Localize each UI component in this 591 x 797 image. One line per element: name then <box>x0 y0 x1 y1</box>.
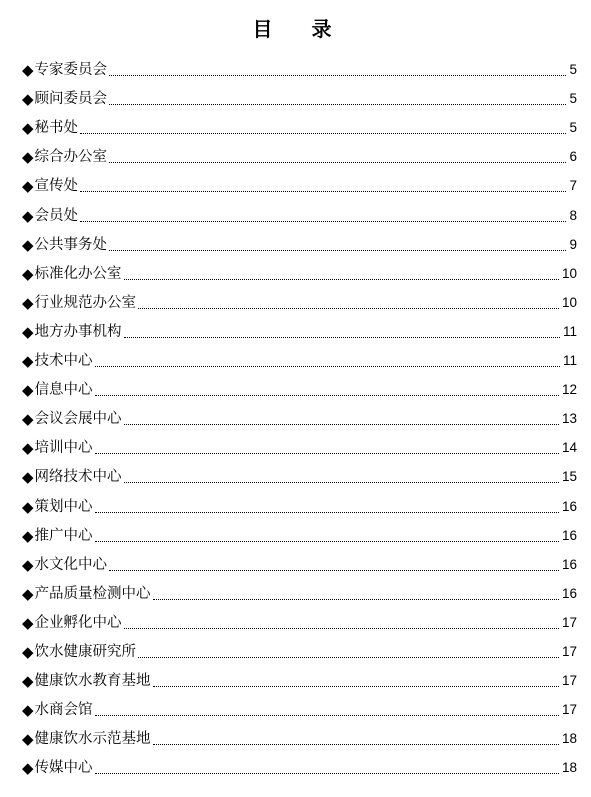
diamond-bullet-icon: ◆ <box>22 322 34 341</box>
diamond-bullet-icon: ◆ <box>22 206 34 225</box>
dot-leader <box>109 162 566 163</box>
diamond-bullet-icon: ◆ <box>22 177 34 196</box>
toc-entry[interactable] <box>22 167 577 196</box>
toc-title: 目 录 <box>252 17 348 41</box>
toc-entry-label[interactable]: 行业规范办公室 <box>34 294 137 311</box>
toc-page-number[interactable]: 11 <box>562 353 577 369</box>
dot-leader <box>80 133 566 134</box>
diamond-bullet-icon: ◆ <box>22 439 34 458</box>
toc-entry[interactable] <box>22 313 577 342</box>
toc-page-number[interactable]: 7 <box>569 178 577 194</box>
dot-leader <box>138 657 559 658</box>
diamond-bullet-icon: ◆ <box>22 410 34 429</box>
toc-entry-label[interactable]: 策划中心 <box>34 498 93 515</box>
toc-page-number[interactable]: 17 <box>561 702 577 718</box>
toc-page-number[interactable]: 9 <box>569 236 577 252</box>
diamond-bullet-icon: ◆ <box>22 352 34 371</box>
toc-page-number[interactable]: 14 <box>561 440 577 456</box>
diamond-bullet-icon: ◆ <box>22 672 34 691</box>
toc-entry-label[interactable]: 宣传处 <box>34 178 79 195</box>
dot-leader <box>124 482 559 483</box>
toc-page-number[interactable]: 5 <box>569 120 577 136</box>
toc-page-number[interactable]: 12 <box>561 382 577 398</box>
diamond-bullet-icon: ◆ <box>22 642 34 661</box>
toc-entry[interactable] <box>22 80 577 109</box>
toc-page-number[interactable]: 15 <box>561 469 577 485</box>
toc-page-number[interactable]: 17 <box>561 643 577 659</box>
toc-entry[interactable] <box>22 691 577 720</box>
toc-page-number[interactable]: 13 <box>561 411 577 427</box>
dot-leader <box>95 395 559 396</box>
diamond-bullet-icon: ◆ <box>22 526 34 545</box>
toc-entry-label[interactable]: 会议会展中心 <box>34 411 122 428</box>
toc-entry-label[interactable]: 秘书处 <box>34 120 79 137</box>
diamond-bullet-icon: ◆ <box>22 701 34 720</box>
toc-entry-label[interactable]: 顾问委员会 <box>34 91 108 108</box>
dot-leader <box>138 308 559 309</box>
toc-entry[interactable] <box>22 284 577 313</box>
toc-entry-label[interactable]: 饮水健康研究所 <box>34 643 137 660</box>
toc-entry[interactable] <box>22 342 577 371</box>
diamond-bullet-icon: ◆ <box>22 584 34 603</box>
dot-leader <box>109 570 559 571</box>
diamond-bullet-icon: ◆ <box>22 148 34 167</box>
toc-entry-label[interactable]: 地方办事机构 <box>34 323 122 340</box>
toc-page-number[interactable]: 18 <box>561 731 577 747</box>
toc-page-number[interactable]: 16 <box>561 498 577 514</box>
toc-page-number[interactable]: 5 <box>569 62 577 78</box>
toc-entry-label[interactable]: 水商会馆 <box>34 702 93 719</box>
dot-leader <box>124 337 560 338</box>
toc-entry[interactable] <box>22 487 577 516</box>
toc-entry-label[interactable]: 健康饮水示范基地 <box>34 731 151 748</box>
dot-leader <box>109 250 566 251</box>
toc-page-number[interactable]: 17 <box>561 673 577 689</box>
diamond-bullet-icon: ◆ <box>22 759 34 778</box>
toc-entry-label[interactable]: 综合办公室 <box>34 149 108 166</box>
toc-entry-label[interactable]: 产品质量检测中心 <box>34 585 151 602</box>
toc-entry[interactable] <box>22 749 577 778</box>
diamond-bullet-icon: ◆ <box>22 61 34 80</box>
diamond-bullet-icon: ◆ <box>22 381 34 400</box>
toc-entry-label[interactable]: 专家委员会 <box>34 62 108 79</box>
diamond-bullet-icon: ◆ <box>22 119 34 138</box>
dot-leader <box>124 628 559 629</box>
toc-page-number[interactable]: 16 <box>561 556 577 572</box>
dot-leader <box>109 75 566 76</box>
dot-leader <box>124 424 559 425</box>
dot-leader <box>109 104 566 105</box>
toc-entry[interactable] <box>22 633 577 662</box>
toc-page-number[interactable]: 8 <box>569 207 577 223</box>
toc-entry-label[interactable]: 网络技术中心 <box>34 469 122 486</box>
diamond-bullet-icon: ◆ <box>22 293 34 312</box>
toc-page-number[interactable]: 5 <box>569 91 577 107</box>
toc-entry[interactable] <box>22 371 577 400</box>
toc-page-number[interactable]: 10 <box>561 265 577 281</box>
diamond-bullet-icon: ◆ <box>22 468 34 487</box>
toc-entry-label[interactable]: 企业孵化中心 <box>34 614 122 631</box>
dot-leader <box>153 599 559 600</box>
diamond-bullet-icon: ◆ <box>22 613 34 632</box>
toc-entry-label[interactable]: 会员处 <box>34 207 79 224</box>
toc-entry-label[interactable]: 信息中心 <box>34 382 93 399</box>
dot-leader <box>80 191 566 192</box>
toc-page-number[interactable]: 17 <box>561 614 577 630</box>
dot-leader <box>95 715 559 716</box>
toc-page-number[interactable]: 6 <box>569 149 577 165</box>
toc-page-number[interactable]: 16 <box>561 527 577 543</box>
toc-page-number[interactable]: 16 <box>561 585 577 601</box>
dot-leader <box>95 366 560 367</box>
toc-entry-label[interactable]: 技术中心 <box>34 353 93 370</box>
toc-entry[interactable] <box>22 138 577 167</box>
diamond-bullet-icon: ◆ <box>22 90 34 109</box>
dot-leader <box>95 541 559 542</box>
toc-entry[interactable] <box>22 255 577 284</box>
toc-entry[interactable] <box>22 517 577 546</box>
dot-leader <box>95 453 559 454</box>
toc-entry-label[interactable]: 传媒中心 <box>34 760 93 777</box>
diamond-bullet-icon: ◆ <box>22 730 34 749</box>
toc-entry-label[interactable]: 标准化办公室 <box>34 265 122 282</box>
toc-entry[interactable] <box>22 662 577 691</box>
toc-entry-label[interactable]: 培训中心 <box>34 440 93 457</box>
toc-entry[interactable] <box>22 429 577 458</box>
toc-entry[interactable] <box>22 400 577 429</box>
toc-entry-label[interactable]: 公共事务处 <box>34 236 108 253</box>
diamond-bullet-icon: ◆ <box>22 497 34 516</box>
toc-entry[interactable] <box>22 575 577 604</box>
dot-leader <box>124 279 559 280</box>
diamond-bullet-icon: ◆ <box>22 264 34 283</box>
toc-entry[interactable] <box>22 458 577 487</box>
toc-entry-label[interactable]: 水文化中心 <box>34 556 108 573</box>
toc-entry[interactable] <box>22 546 577 575</box>
dot-leader <box>153 686 559 687</box>
toc-list <box>22 51 577 778</box>
diamond-bullet-icon: ◆ <box>22 235 34 254</box>
toc-entry-label[interactable]: 推广中心 <box>34 527 93 544</box>
toc-entry[interactable] <box>22 109 577 138</box>
toc-page-number[interactable]: 18 <box>561 760 577 776</box>
dot-leader <box>153 744 559 745</box>
toc-page-number[interactable]: 10 <box>561 294 577 310</box>
dot-leader <box>80 221 566 222</box>
toc-page-number[interactable]: 11 <box>562 323 577 339</box>
toc-entry[interactable] <box>22 720 577 749</box>
toc-entry[interactable] <box>22 51 577 80</box>
toc-entry-label[interactable]: 健康饮水教育基地 <box>34 673 151 690</box>
toc-entry[interactable] <box>22 226 577 255</box>
diamond-bullet-icon: ◆ <box>22 555 34 574</box>
toc-entry[interactable] <box>22 604 577 633</box>
dot-leader <box>95 512 559 513</box>
dot-leader <box>95 773 559 774</box>
toc-entry[interactable] <box>22 196 577 225</box>
